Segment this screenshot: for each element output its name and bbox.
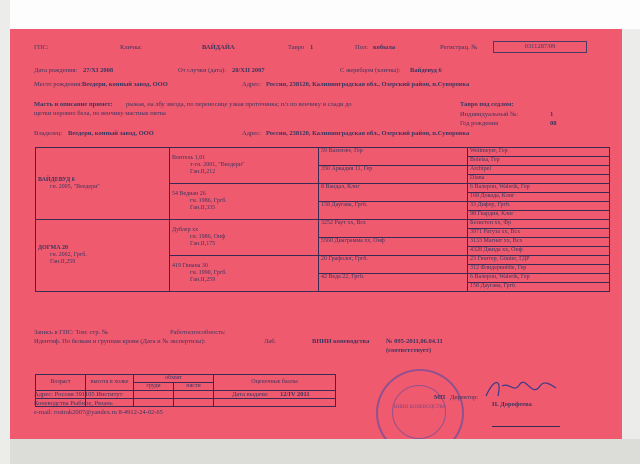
birthplace-label: Место рождения:: [34, 81, 83, 88]
pedigree-g2-cell: [170, 220, 319, 256]
stamp-text: ВНИИ КОНЕВОДСТВА: [393, 405, 447, 410]
register-number-box: [493, 41, 587, 53]
issue-date: 12/IV 2011: [280, 391, 310, 398]
pedigree-g2-info: гн. 1990, Гргб.: [190, 270, 227, 276]
register-number: 0311287/09: [524, 43, 556, 50]
pedigree-g3-cell: 42 Веда 22, Гргб.: [319, 274, 468, 292]
pedigree-g2-info: Ган.II,212: [190, 169, 216, 175]
girth-header: обхват: [134, 375, 214, 383]
gps-entry: Запись в ГПС: Том: стр. №: [34, 329, 109, 336]
pedigree-g4-cell: 312 Флидервиббе, Гер: [468, 265, 610, 274]
birth-date: 27/XI 2008: [83, 67, 114, 74]
sex-label: Пол:: [355, 44, 368, 51]
table-cell: [134, 399, 174, 407]
pedigree-g4-cell: 4328 Джида хх, Онф: [468, 247, 610, 256]
pedigree-g3-cell: 59 Вазензее, Гер: [319, 148, 468, 166]
pedigree-g4-cell: Boleisa, Гер: [468, 157, 610, 166]
pedigree-g2-info: т-гн. 2001, "Веедери": [190, 162, 245, 168]
table-cell: [214, 399, 336, 407]
owner-label: Владелец:: [34, 130, 63, 137]
table-cell: [174, 399, 214, 407]
owner-address-label: Адрес:: [242, 130, 261, 137]
individual-no-label: Индивидуальный №:: [460, 111, 519, 118]
official-stamp: [376, 369, 464, 439]
birthplace-value: Веедери, конный завод, ООО: [82, 81, 168, 88]
mating-date-label: От случки (дата):: [178, 67, 227, 74]
scan-margin-bottom: [10, 439, 640, 464]
foal-sire: Вайдевуд 6: [410, 67, 442, 74]
pedigree-g2-cell: [170, 256, 319, 292]
lab-name: ВНИИ коневодства: [312, 338, 370, 345]
sire-name: ВАЙДЕВУД 6: [38, 176, 75, 183]
brand-year-label: Год рождения: [460, 120, 499, 127]
certificate-status: (соответствует): [386, 347, 431, 354]
pedigree-g4-cell: 168 Докада, Клнг: [468, 193, 610, 202]
brand-year: 08: [550, 120, 557, 127]
birthplace-address: Россия, 238120, Калининградская обл., Озерский район, п.Суворовка: [266, 81, 470, 88]
pedigree-g2-info: Ган.II,175: [190, 241, 216, 247]
pedigree-g2-name: Дублер хх: [172, 227, 199, 233]
birth-date-label: Дата рождения:: [34, 67, 78, 74]
pedigree-g4-cell: 33 Дифер, Гргб.: [468, 202, 610, 211]
brand-value: 1: [310, 44, 314, 51]
description-line-1: рыжая, на лбу звезда, по переносице узкая проточинка; п/з по венчику и слади до: [126, 101, 352, 108]
birthplace-address-label: Адрес:: [242, 81, 261, 88]
table-cell: [174, 391, 214, 399]
owner-value: Веедери, конный завод, ООО: [68, 130, 154, 137]
pedigree-g4-cell: 98 Гвардия, Клнг: [468, 211, 610, 220]
pedigree-g4-cell: 3133 Магнат хх, Всх: [468, 238, 610, 247]
pedigree-g4-cell: Diana: [468, 175, 610, 184]
mp-label: МП: [434, 394, 446, 401]
issue-date-label: Дата выдачи:: [232, 391, 269, 398]
pedigree-g2-info: Ган.II,259: [190, 277, 216, 283]
performance-label: Работоспособность:: [170, 329, 226, 336]
pedigree-g3-cell: 158 Даугава, Гргб.: [319, 202, 468, 220]
register-label: Регистрац. №: [440, 44, 478, 51]
certificate-sheet: [10, 29, 622, 439]
pedigree-g3-cell: 5560 Диаграмма хх, Онф: [319, 238, 468, 256]
brand-label: Тавро: [288, 44, 305, 51]
rating-header: Оценочные баллы: [214, 375, 336, 391]
pedigree-g4-cell: 23 Гюнтер, Günter, ГДР: [468, 256, 610, 265]
pedigree-g3-cell: 350 Аркадия 11, Гер: [319, 166, 468, 184]
dam-info: гн. 2002, Гргб.: [50, 252, 87, 258]
sire-cell: [36, 148, 170, 220]
height-header: высота в холке: [86, 375, 134, 391]
horse-nickname: ВАЙДАЙА: [202, 44, 235, 51]
pedigree-g4-cell: 158 Даугава, Гргб.: [468, 283, 610, 292]
dam-info: Ган.II,259: [50, 259, 76, 265]
gps-label: ГПС:: [34, 44, 49, 51]
footer-address: Адрес: Россия 391105 Институт: [34, 391, 123, 398]
dam-name: ДОГМА 20: [38, 245, 69, 251]
pedigree-g3-cell: 20 Графолог, Гргб.: [319, 256, 468, 274]
pedigree-g2-cell: [170, 148, 319, 184]
pedigree-g3-cell: 8 Вандал, Клнг: [319, 184, 468, 202]
mating-date: 28/XII 2007: [232, 67, 265, 74]
cannon-header: пясти: [174, 383, 214, 391]
pedigree-g3-cell: 3252 Раут хх, Всх: [319, 220, 468, 238]
identification-label: Идентиф. По белкам и группам крови (Дата и № экспертизы):: [34, 338, 206, 345]
pedigree-g4-cell: Безистен хх, Фр: [468, 220, 610, 229]
foal-sire-label: С жеребцом (кличка):: [340, 67, 401, 74]
certificate-number: № 095-2011,06.04.11: [386, 338, 443, 345]
director-label: Директор:: [450, 394, 479, 401]
pedigree-g2-name: 419 Гвиана 30: [172, 263, 208, 269]
director-name: Н. Дорофеева: [492, 401, 532, 408]
age-header: Возраст: [36, 375, 86, 391]
pedigree-table: [35, 147, 610, 292]
pedigree-g2-info: гн. 1986, Онф: [190, 234, 226, 240]
nickname-label: Кличка:: [120, 44, 143, 51]
pedigree-g2-name: Воитель 1,01: [172, 155, 206, 161]
pedigree-g2-cell: [170, 184, 319, 220]
individual-no: 1: [550, 111, 554, 118]
table-cell: [134, 391, 174, 399]
footer-org: Коневодства Рыбное, Рязань: [34, 400, 113, 407]
pedigree-g2-name: 54 Ведиан 26: [172, 191, 206, 197]
pedigree-g4-cell: 6 Валерон, Walerik, Гер: [468, 274, 610, 283]
pedigree-g4-cell: 3971 Рагуза хх, Всх: [468, 229, 610, 238]
lab-label: Лаб.: [264, 338, 277, 345]
footer-email: e-mail: rostrak2007@yandex.ru 8-4912-24-02-65: [34, 409, 163, 416]
pedigree-g4-cell: 6 Валерон, Walerik, Гер: [468, 184, 610, 193]
description-line-2: щетки неровно бела, по венчику мастные пятна: [34, 110, 166, 117]
pedigree-g2-info: Ган.II,335: [190, 205, 216, 211]
pedigree-g2-info: гн. 1986, Гргб.: [190, 198, 227, 204]
pedigree-g4-cell: Weltmeyer, Гер: [468, 148, 610, 157]
brand-side-title: Тавро под седлом:: [460, 101, 514, 108]
sex-value: кобыла: [373, 44, 396, 51]
dam-cell: [36, 220, 170, 292]
sire-info: гн. 2005, "Веедери": [50, 183, 100, 190]
chest-header: груди: [134, 383, 174, 391]
pedigree-g4-cell: Archipel: [468, 166, 610, 175]
signature-line: [492, 426, 560, 427]
scan-margin-top: [10, 0, 640, 29]
owner-address: Россия, 238120, Калининградская обл., Озерский район, п.Суворовка: [266, 130, 470, 137]
description-label: Масть и описание примет:: [34, 101, 113, 108]
signature-icon: [480, 374, 560, 404]
